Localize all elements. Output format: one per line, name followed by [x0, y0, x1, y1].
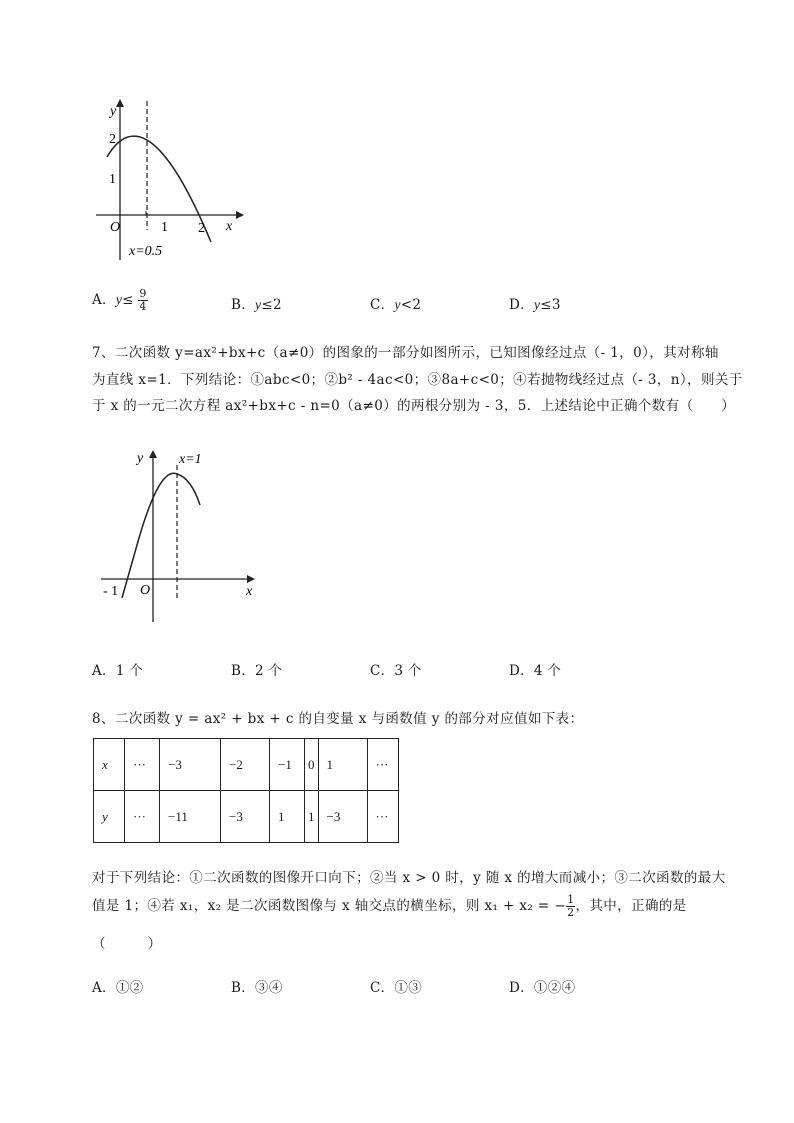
table-cell: 1: [318, 739, 367, 791]
symmetry-axis-label: x=1: [179, 452, 202, 467]
q8-option-a[interactable]: A．①②: [92, 980, 144, 996]
option-a[interactable]: A．y≤ $\frac{9}{4}$: [92, 287, 147, 313]
fraction-nine-fourths: $\frac{9}{4}$: [139, 287, 147, 313]
q8-text-line-2: 值是 1；④若 x₁，x₂ 是二次函数图像与 x 轴交点的横坐标，则 x₁ + x₂ = − $\frac{1}{2}$ ，其中，正确的是: [92, 893, 687, 919]
table-cell: −3: [160, 739, 221, 791]
table-cell: y: [94, 791, 125, 843]
origin-label: O: [110, 220, 121, 235]
symmetry-axis-label: x=0.5: [129, 244, 163, 259]
q8-option-d[interactable]: D．①②④: [509, 980, 576, 996]
q8-text-line-3: （ ）: [92, 936, 162, 952]
option-c[interactable]: C．y<2: [370, 297, 422, 313]
y-axis-label: y: [110, 104, 117, 119]
x-axis-label: x: [246, 584, 253, 599]
tick-x-2: 2: [198, 221, 205, 236]
q8-option-c[interactable]: C．①③: [370, 980, 423, 996]
table-cell: −11: [160, 791, 221, 843]
y-axis-arrow: [116, 99, 124, 107]
table-row-x: [94, 739, 399, 791]
figure-1-parabola: [90, 95, 250, 265]
table-cell: 1: [270, 791, 305, 843]
value-table: [93, 738, 399, 843]
table-cell: −3: [318, 791, 367, 843]
q8-intro: 8、二次函数 y = ax² + bx + c 的自变量 x 与函数值 y 的部分对应值如下表：: [92, 711, 584, 727]
q7-text-line-3: 于 x 的一元二次方程 ax²+bx+c - n=0（a≠0）的两根分别为 - 3，5．上述结论中正确个数有（ ）: [92, 398, 736, 414]
tick-y-1: 1: [109, 172, 116, 187]
x-axis-arrow: [247, 575, 255, 583]
q7-option-a[interactable]: A．1 个: [92, 663, 144, 679]
neg-one-label: - 1: [103, 584, 119, 599]
table-cell: −1: [270, 739, 305, 791]
option-b[interactable]: B．y≤2: [231, 297, 282, 313]
q7-option-d[interactable]: D．4 个: [509, 663, 562, 679]
y-axis-arrow: [149, 450, 157, 458]
x-axis-arrow: [236, 211, 244, 219]
table-cell: 1: [305, 791, 319, 843]
table-cell: 0: [305, 739, 319, 791]
q8-option-b[interactable]: B．③④: [231, 980, 283, 996]
y-axis-label: y: [137, 451, 144, 466]
tick-x-1: 1: [161, 220, 168, 235]
table-cell: ···: [367, 739, 398, 791]
figure-2-parabola: [95, 440, 265, 630]
q7-option-c[interactable]: C．3 个: [370, 663, 422, 679]
x-axis-label: x: [226, 219, 233, 234]
fraction-one-half: $\frac{1}{2}$: [567, 893, 575, 919]
q7-text-line-2: 为直线 x=1．下列结论：①abc<0；②b² - 4ac<0；③8a+c<0；④若抛物线经过点（- 3，n），则关于: [92, 372, 743, 388]
table-cell: x: [94, 739, 125, 791]
table-cell: −3: [221, 791, 270, 843]
q7-text-line-1: 7、二次函数 y=ax²+bx+c（a≠0）的图象的一部分如图所示，已知图像经过点（- 1，0），其对称轴: [92, 345, 719, 361]
option-d[interactable]: D．y≤3: [509, 297, 561, 313]
table-cell: ···: [125, 739, 160, 791]
parabola-curve: [107, 136, 211, 242]
tick-y-2: 2: [109, 132, 116, 147]
table-cell: −2: [221, 739, 270, 791]
q8-text-line-1: 对于下列结论：①二次函数的图像开口向下；②当 x > 0 时，y 随 x 的增大而减小；③二次函数的最大: [92, 870, 726, 886]
table-cell: ···: [367, 791, 398, 843]
table-cell: ···: [125, 791, 160, 843]
table-row-y: [94, 791, 399, 843]
q7-option-b[interactable]: B．2 个: [231, 663, 283, 679]
origin-label: O: [140, 583, 151, 598]
